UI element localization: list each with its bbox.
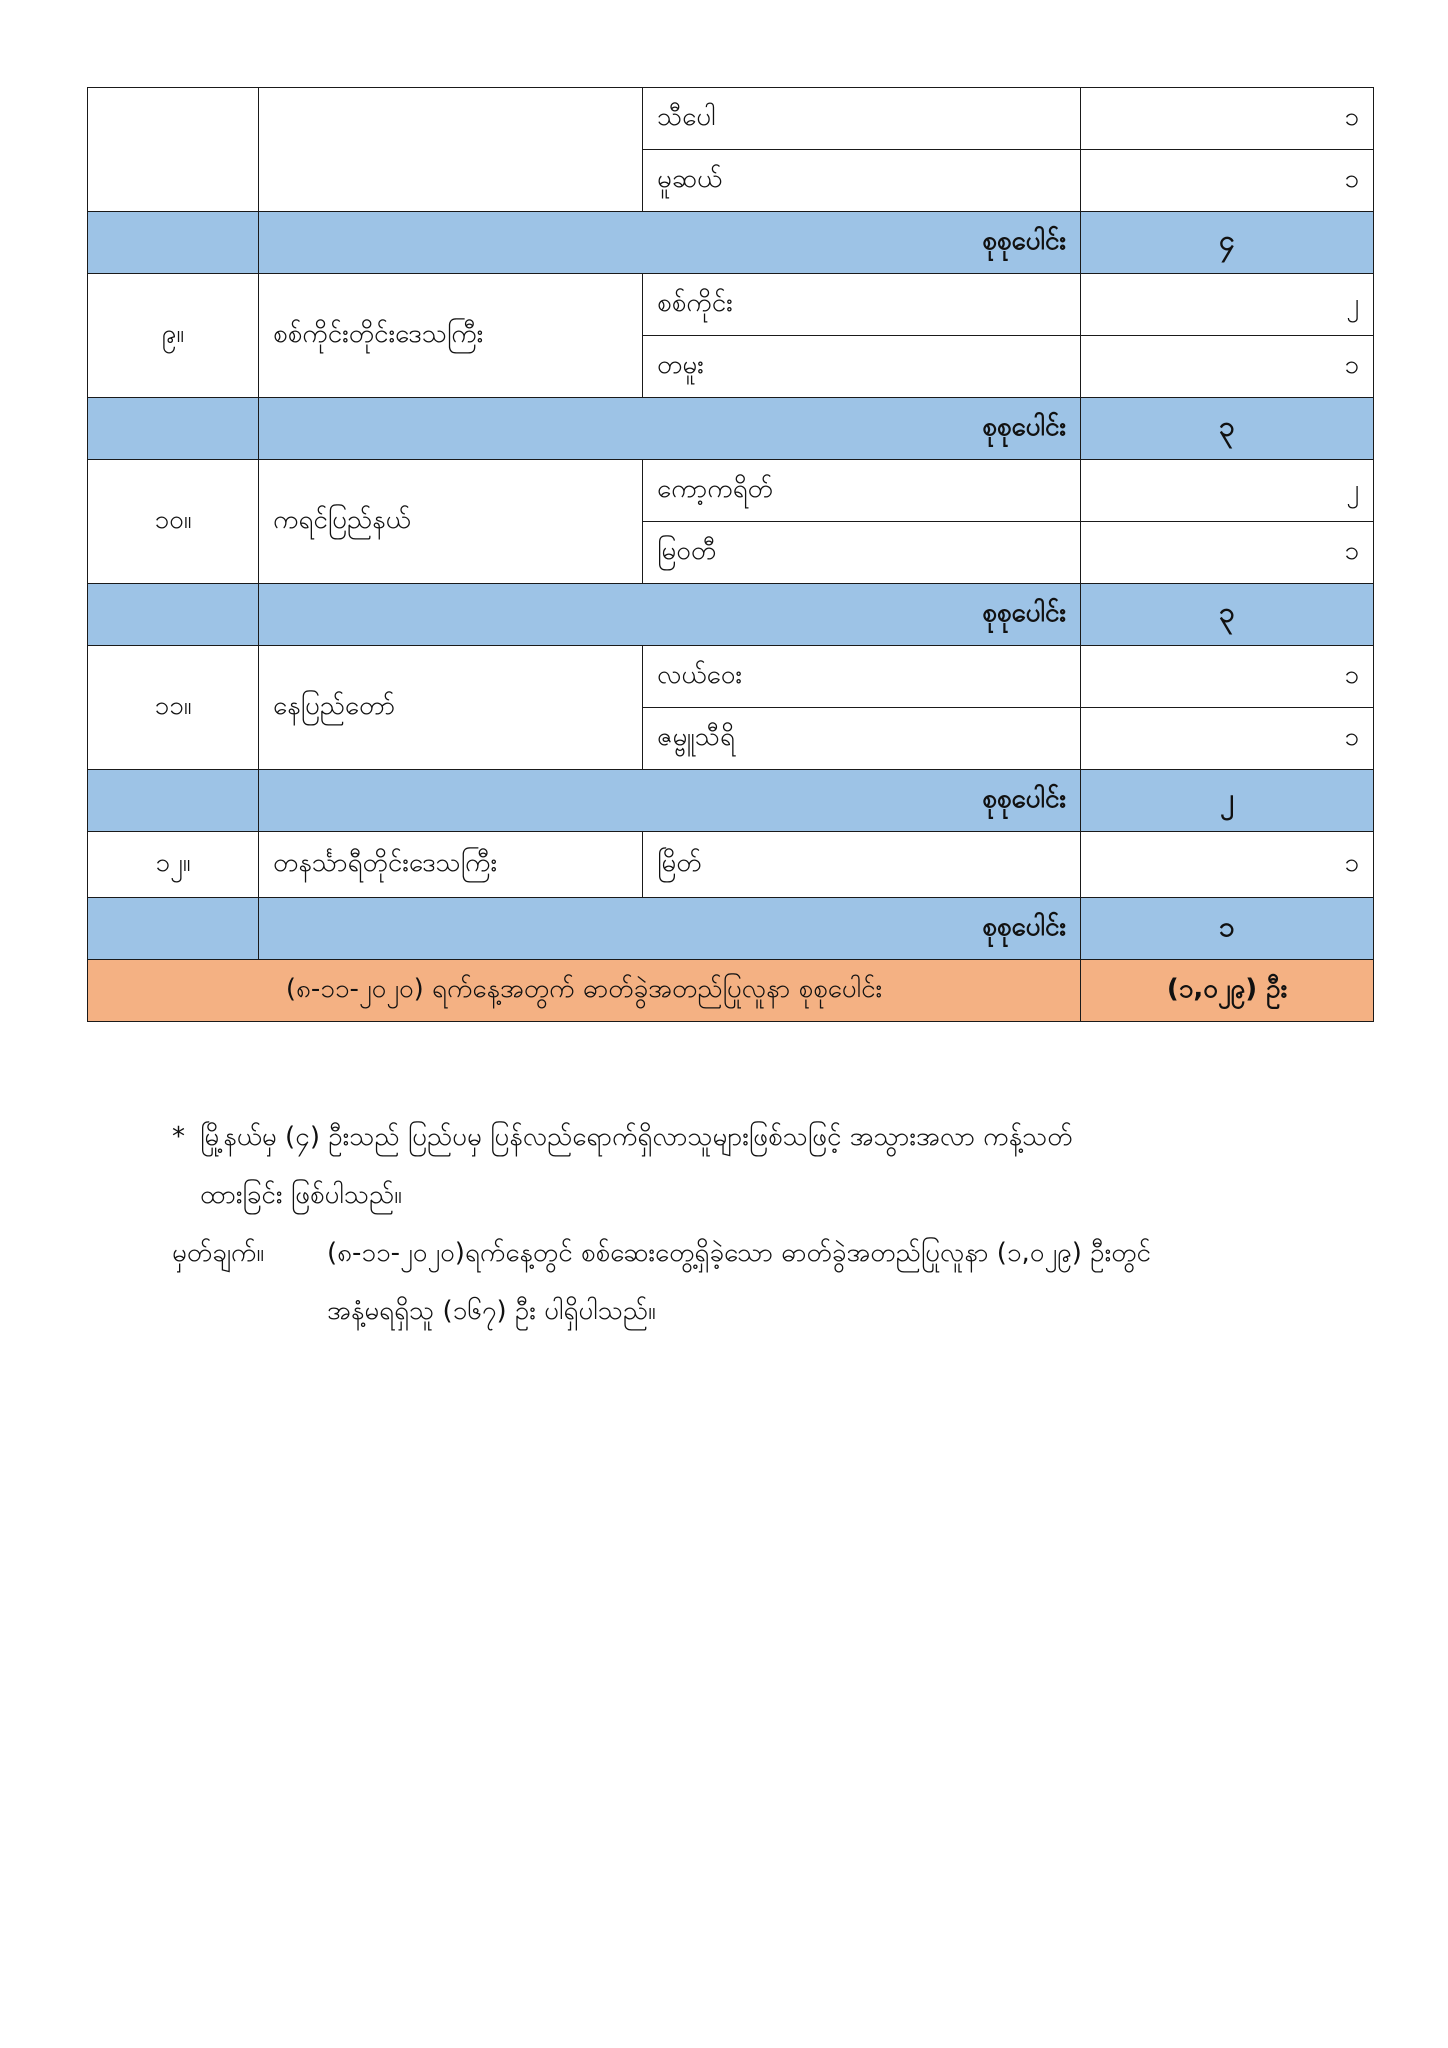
remark-note [172,1224,1372,1340]
row-number-cell: ၉။ [88,274,259,398]
footnotes [172,1108,1372,1340]
subtotal-blank-cell [88,898,259,960]
region-cell: နေပြည်တော် [259,646,643,770]
subtotal-blank-cell [88,398,259,460]
table-row [88,88,1374,150]
subtotal-count: ၄ [1081,212,1374,274]
count-cell: ၁ [1081,832,1374,898]
subtotal-label: စုစုပေါင်း [259,584,1081,646]
subtotal-row [88,770,1374,832]
subtotal-label: စုစုပေါင်း [259,770,1081,832]
subtotal-blank-cell [88,212,259,274]
subtotal-blank-cell [88,584,259,646]
subtotal-blank-cell [88,770,259,832]
township-cell: ဇမ္ဗူသီရိ [643,708,1081,770]
subtotal-count: ၁ [1081,898,1374,960]
grand-total-label: (၈-၁၁-၂၀၂၀) ရက်နေ့အတွက် ဓာတ်ခွဲအတည်ပြုလူနာ စုစုပေါင်း [88,960,1081,1022]
case-table-container [87,87,1373,1022]
township-cell: သီပေါ [643,88,1081,150]
row-number-cell [88,88,259,212]
subtotal-row [88,398,1374,460]
township-cell: မြဝတီ [643,522,1081,584]
subtotal-label: စုစုပေါင်း [259,212,1081,274]
subtotal-row [88,584,1374,646]
region-cell: ကရင်ပြည်နယ် [259,460,643,584]
region-cell: စစ်ကိုင်းတိုင်းဒေသကြီး [259,274,643,398]
township-cell: မူဆယ် [643,150,1081,212]
township-cell: စစ်ကိုင်း [643,274,1081,336]
count-cell: ၁ [1081,88,1374,150]
township-cell: တမူး [643,336,1081,398]
subtotal-count: ၃ [1081,584,1374,646]
subtotal-row [88,212,1374,274]
count-cell: ၁ [1081,522,1374,584]
subtotal-row [88,898,1374,960]
region-cell: တနင်္သာရီတိုင်းဒေသကြီး [259,832,643,898]
count-cell: ၁ [1081,646,1374,708]
count-cell: ၂ [1081,274,1374,336]
count-cell: ၁ [1081,708,1374,770]
asterisk-note [172,1108,1372,1224]
row-number-cell: ၁၀။ [88,460,259,584]
case-table [87,87,1374,1022]
count-cell: ၂ [1081,460,1374,522]
asterisk-mark: * [172,1122,185,1152]
grand-total-count: (၁,၀၂၉) ဦး [1081,960,1374,1022]
region-cell [259,88,643,212]
township-cell: ကော့ကရိတ် [643,460,1081,522]
count-cell: ၁ [1081,150,1374,212]
table-row [88,646,1374,708]
remark-note-line: အနံ့မရရှိသူ (၁၆၇) ဦး ပါရှိပါသည်။ [327,1296,656,1326]
table-row [88,274,1374,336]
subtotal-count: ၂ [1081,770,1374,832]
table-row [88,832,1374,898]
subtotal-label: စုစုပေါင်း [259,898,1081,960]
remark-note-line: (၈-၁၁-၂၀၂၀)ရက်နေ့တွင် စစ်ဆေးတွေ့ရှိခဲ့သော ဓာတ်ခွဲအတည်ပြုလူနာ (၁,၀၂၉) ဦးတွင် [327,1238,1151,1268]
row-number-cell: ၁၁။ [88,646,259,770]
asterisk-note-line: မြို့နယ်မှ (၄) ဦးသည် ပြည်ပမှ ပြန်လည်ရောက်ရှိလာသူများဖြစ်သဖြင့် အသွားအလာ ကန့်သတ် [200,1122,1073,1152]
asterisk-note-line: ထားခြင်း ဖြစ်ပါသည်။ [200,1180,403,1210]
subtotal-label: စုစုပေါင်း [259,398,1081,460]
township-cell: လယ်ဝေး [643,646,1081,708]
row-number-cell: ၁၂။ [88,832,259,898]
township-cell: မြိတ် [643,832,1081,898]
count-cell: ၁ [1081,336,1374,398]
subtotal-count: ၃ [1081,398,1374,460]
grand-total-row [88,960,1374,1022]
table-row [88,460,1374,522]
remark-label: မှတ်ချက်။ [172,1238,265,1268]
